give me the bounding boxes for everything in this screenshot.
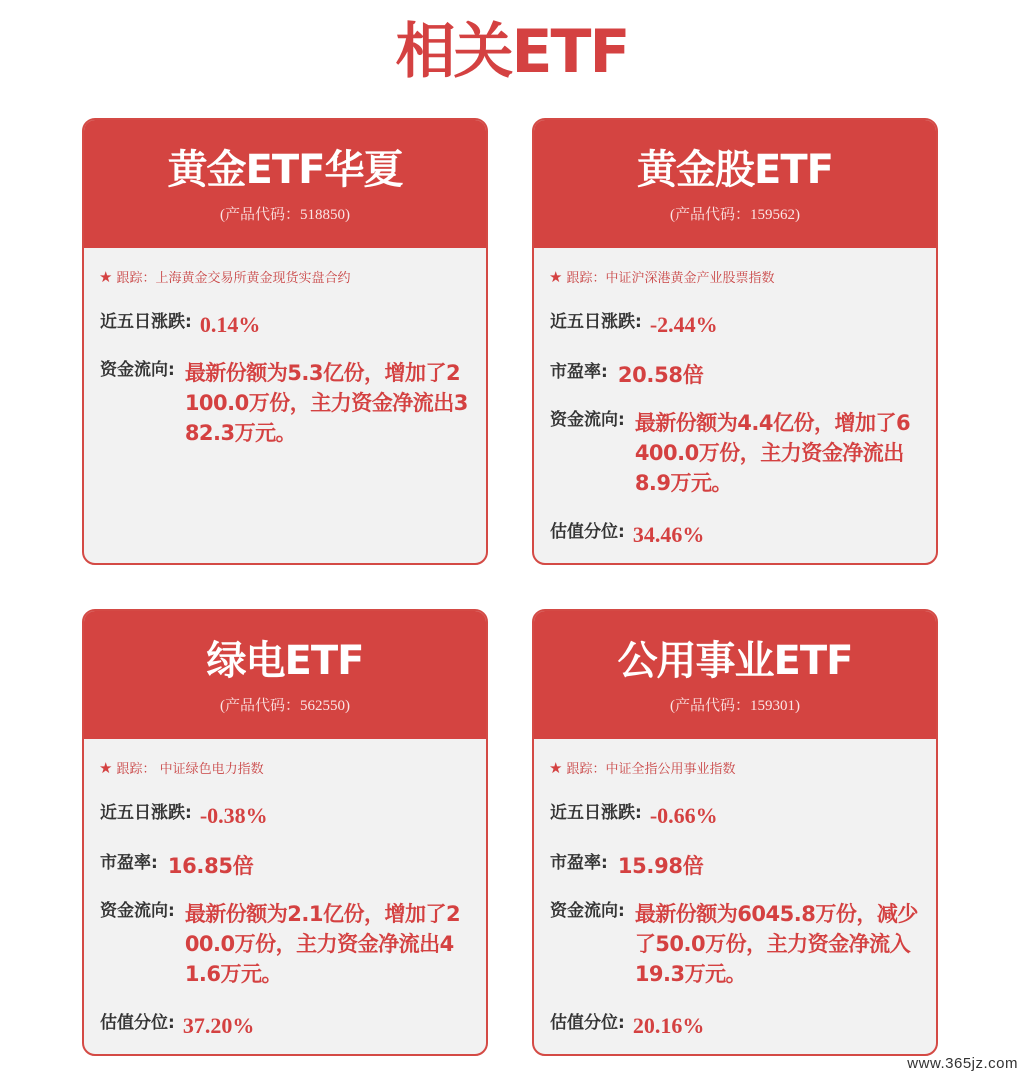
pe-ratio-value: 16.85倍 <box>167 854 254 878</box>
valuation-percentile-row <box>550 520 926 550</box>
five-day-change-label: 近五日涨跌: <box>550 803 642 823</box>
track-value: 中证全指公用事业指数 <box>605 762 736 777</box>
valuation-percentile-value: 20.16% <box>632 1013 705 1038</box>
etf-name: 公用事业ETF <box>617 638 853 684</box>
five-day-change-row <box>550 310 926 340</box>
valuation-percentile-label: 估值分位: <box>100 1013 175 1033</box>
pe-ratio-label: 市盈率: <box>550 853 608 873</box>
valuation-percentile-row <box>100 1011 476 1041</box>
track-label: 跟踪： <box>566 271 606 286</box>
etf-name: 绿电ETF <box>206 638 364 684</box>
star-icon: ★ <box>549 268 563 286</box>
five-day-change-row <box>100 801 476 831</box>
valuation-percentile-row <box>550 1011 926 1041</box>
valuation-percentile-label: 估值分位: <box>550 522 625 542</box>
etf-card-utilities[interactable] <box>532 609 938 1056</box>
fund-flow-label: 资金流向: <box>100 901 175 921</box>
card-header <box>534 611 936 739</box>
five-day-change-value: -0.38% <box>199 803 268 828</box>
pe-ratio-row <box>100 851 476 881</box>
fund-flow-row <box>100 899 476 989</box>
track-value: 上海黄金交易所黄金现货实盘合约 <box>155 271 351 286</box>
fund-flow-label: 资金流向: <box>550 901 625 921</box>
track-label: 跟踪： <box>566 762 606 777</box>
five-day-change-value: -0.66% <box>649 803 718 828</box>
valuation-percentile-value: 37.20% <box>182 1013 255 1038</box>
fund-flow-row <box>550 899 926 989</box>
pe-ratio-label: 市盈率: <box>550 362 608 382</box>
track-value: 中证绿色电力指数 <box>155 762 264 777</box>
five-day-change-label: 近五日涨跌: <box>550 312 642 332</box>
five-day-change-label: 近五日涨跌: <box>100 312 192 332</box>
tracking-index <box>99 268 350 288</box>
fund-flow-value: 最新份额为4.4亿份，增加了6400.0万份，主力资金净流出8.9万元。 <box>634 411 911 495</box>
card-header <box>84 611 486 739</box>
page-title: 相关ETF <box>395 17 629 87</box>
five-day-change-value: -2.44% <box>649 312 718 337</box>
product-code: (产品代码：159301) <box>670 698 800 714</box>
etf-name: 黄金ETF华夏 <box>167 147 403 193</box>
etf-card-gold-huaxia[interactable] <box>82 118 488 565</box>
pe-ratio-value: 20.58倍 <box>617 363 704 387</box>
valuation-percentile-label: 估值分位: <box>550 1013 625 1033</box>
valuation-percentile-value: 34.46% <box>632 522 705 547</box>
pe-ratio-value: 15.98倍 <box>617 854 704 878</box>
track-label: 跟踪： <box>116 271 156 286</box>
product-code: (产品代码：159562) <box>670 207 800 223</box>
tracking-index <box>549 268 774 288</box>
star-icon: ★ <box>549 759 563 777</box>
track-label: 跟踪： <box>116 762 156 777</box>
track-value: 中证沪深港黄金产业股票指数 <box>605 271 775 286</box>
five-day-change-label: 近五日涨跌: <box>100 803 192 823</box>
card-header <box>534 120 936 248</box>
fund-flow-row <box>550 408 926 498</box>
etf-name: 黄金股ETF <box>637 147 833 193</box>
fund-flow-value: 最新份额为5.3亿份，增加了2100.0万份，主力资金净流出382.3万元。 <box>184 361 468 445</box>
star-icon: ★ <box>99 268 113 286</box>
product-code: (产品代码：518850) <box>220 207 350 223</box>
fund-flow-value: 最新份额为2.1亿份，增加了200.0万份，主力资金净流出41.6万元。 <box>184 902 461 986</box>
fund-flow-value: 最新份额为6045.8万份，减少了50.0万份，主力资金净流入19.3万元。 <box>634 902 918 986</box>
tracking-index <box>99 759 264 779</box>
tracking-index <box>549 759 735 779</box>
five-day-change-row <box>100 310 476 340</box>
five-day-change-value: 0.14% <box>199 312 261 337</box>
pe-ratio-row <box>550 360 926 390</box>
fund-flow-label: 资金流向: <box>550 410 625 430</box>
card-header <box>84 120 486 248</box>
fund-flow-row <box>100 358 476 448</box>
fund-flow-label: 资金流向: <box>100 360 175 380</box>
star-icon: ★ <box>99 759 113 777</box>
pe-ratio-row <box>550 851 926 881</box>
product-code: (产品代码：562550) <box>220 698 350 714</box>
site-watermark: www.365jz.com <box>907 1055 1018 1072</box>
pe-ratio-label: 市盈率: <box>100 853 158 873</box>
five-day-change-row <box>550 801 926 831</box>
etf-card-gold-stock[interactable] <box>532 118 938 565</box>
etf-card-green-power[interactable] <box>82 609 488 1056</box>
